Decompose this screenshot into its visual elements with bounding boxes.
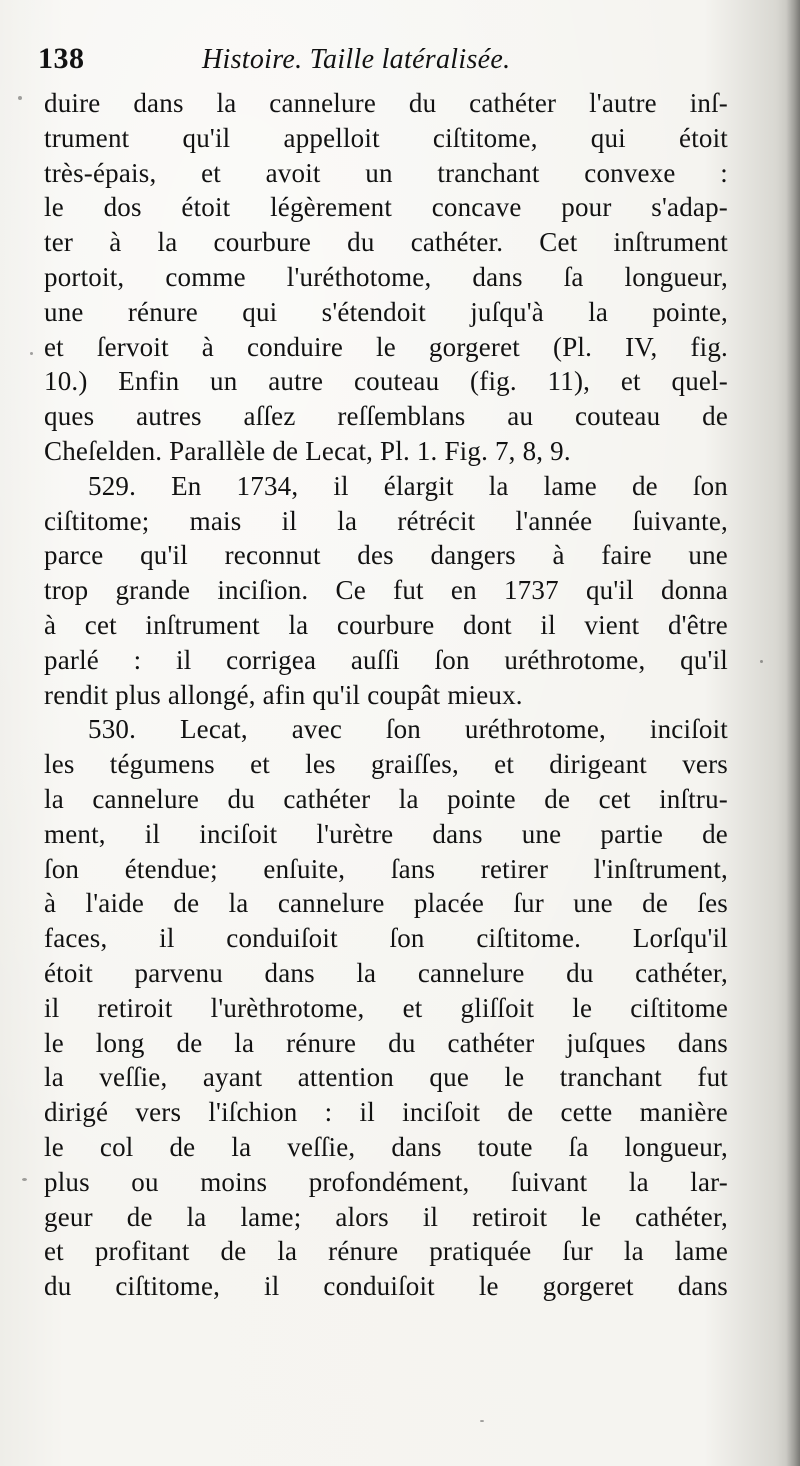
text-line: la veſſie, ayant attention que le tranchant fut (44, 1062, 728, 1093)
text-line: trument qu'il appelloit ciſtitome, qui étoit (44, 122, 728, 153)
text-line: geur de la lame; alors il retiroit le cathéter, (44, 1201, 728, 1232)
paragraph-529-start: 529. En 1734, il élargit la lame de ſon (88, 470, 728, 501)
text-line: la cannelure du cathéter la pointe de cet inſtru- (44, 783, 728, 814)
text-line: duire dans la cannelure du cathéter l'autre inſ- (44, 88, 728, 118)
text-line: le dos étoit légèrement concave pour s'adap- (44, 192, 728, 223)
text-line: et ſervoit à conduire le gorgeret (Pl. IV, fig. (44, 331, 728, 362)
text-line: une rénure qui s'étendoit juſqu'à la pointe, (44, 296, 728, 327)
text-line: du ciſtitome, il conduiſoit le gorgeret dans (44, 1271, 728, 1302)
paper-speck (30, 352, 33, 355)
text-line: il retiroit l'urèthrotome, et gliſſoit le ciſtitome (44, 992, 728, 1023)
paper-speck (480, 1420, 484, 1422)
text-line: le col de la veſſie, dans toute ſa longueur, (44, 1131, 728, 1162)
paper-speck (22, 1178, 27, 1181)
text-line: le long de la rénure du cathéter juſques dans (44, 1027, 728, 1058)
text-line: Cheſelden. Parallèle de Lecat, Pl. 1. Fig. 7, 8, 9. (44, 435, 571, 466)
text-line: les tégumens et les graiſſes, et dirigeant vers (44, 749, 728, 780)
text-line: ment, il inciſoit l'urètre dans une partie de (44, 818, 728, 849)
text-line: ques autres aſſez reſſemblans au couteau de (44, 401, 728, 432)
text-line: 10.) Enfin un autre couteau (fig. 11), et quel- (44, 366, 728, 397)
text-line: faces, il conduiſoit ſon ciſtitome. Lorſqu'il (44, 923, 728, 954)
text-line: parce qu'il reconnut des dangers à faire une (44, 540, 728, 571)
text-line: à l'aide de la cannelure placée ſur une de ſes (44, 888, 728, 919)
text-line: étoit parvenu dans la cannelure du cathéter, (44, 957, 728, 988)
text-line: à cet inſtrument la courbure dont il vient d'être (44, 609, 728, 640)
text-line: ciſtitome; mais il la rétrécit l'année ſuivante, (44, 505, 728, 536)
running-head: Histoire. Taille latéralisée. (202, 44, 511, 75)
text-line: rendit plus allongé, afin qu'il coupât mieux. (44, 679, 523, 710)
text-line: dirigé vers l'iſchion : il inciſoit de cette manière (44, 1097, 728, 1128)
page-header (38, 42, 758, 82)
text-line: trop grande inciſion. Ce fut en 1737 qu'il donna (44, 575, 728, 606)
text-line: très-épais, et avoit un tranchant convexe : (44, 157, 728, 188)
text-line: plus ou moins profondément, ſuivant la lar- (44, 1166, 728, 1197)
text-line: ſon étendue; enſuite, ſans retirer l'inſtrument, (44, 853, 728, 884)
paper-speck (18, 96, 22, 100)
text-line: ter à la courbure du cathéter. Cet inſtrument (44, 227, 728, 258)
text-line: portoit, comme l'uréthotome, dans ſa longueur, (44, 261, 728, 292)
page-number: 138 (38, 42, 85, 75)
paper-speck (760, 660, 763, 663)
text-line: et profitant de la rénure pratiquée ſur la lame (44, 1236, 728, 1267)
body-text (44, 86, 728, 1304)
page-spine-shadow (786, 0, 800, 1466)
paragraph-530-start: 530. Lecat, avec ſon uréthrotome, inciſoit (88, 714, 728, 745)
text-line: parlé : il corrigea auſſi ſon uréthrotome, qu'il (44, 644, 728, 675)
